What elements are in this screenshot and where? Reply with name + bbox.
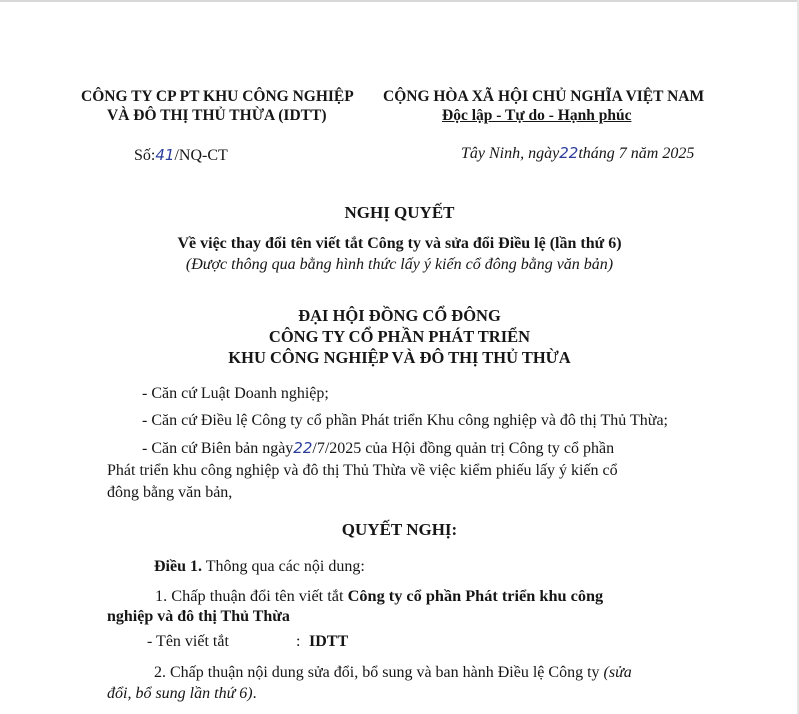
scan-top-edge [0, 0, 799, 2]
resolution-note: (Được thông qua bằng hình thức lấy ý kiến cổ đông bằng văn bản) [185, 256, 614, 273]
basis-item-3-day-handwritten: 22 [293, 439, 313, 457]
point-1-company-part2: nghiệp và đô thị Thủ Thừa [107, 608, 290, 625]
document-date [461, 144, 694, 163]
abbreviation-label: - Tên viết tắt [147, 633, 229, 650]
point-1-line1 [155, 586, 603, 606]
article-1 [154, 558, 365, 576]
basis-item-1: - Căn cứ Luật Doanh nghiệp; [142, 385, 329, 402]
point-1-company-part1: Công ty cổ phần Phát triển khu công [347, 586, 604, 605]
point-2-end: . [252, 685, 257, 702]
date-prefix: Tây Ninh, ngày [461, 145, 560, 162]
basis-item-3-line2: Phát triển khu công nghiệp và đô thị Thủ Thừa về việc kiểm phiếu lấy ý kiến cổ [107, 462, 618, 479]
basis-item-2: - Căn cứ Điều lệ Công ty cổ phần Phát triển Khu công nghiệp và đô thị Thủ Thừa; [142, 412, 668, 429]
resolution-subject: Về việc thay đổi tên viết tắt Công ty và sửa đổi Điều lệ (lần thứ 6) [177, 235, 622, 252]
authority-line3: KHU CÔNG NGHIỆP VÀ ĐÔ THỊ THỦ THỪA [228, 348, 571, 367]
point-2-line1 [154, 664, 632, 682]
resolution-heading: QUYẾT NGHỊ: [341, 520, 458, 539]
authority-line2: CÔNG TY CỔ PHẦN PHÁT TRIỂN [268, 327, 531, 346]
point-2-italic-part2: đổi, bổ sung lần thứ 6) [107, 685, 253, 702]
authority-line1: ĐẠI HỘI ĐỒNG CỔ ĐÔNG [298, 306, 501, 325]
basis-item-3 [142, 439, 614, 458]
company-name-line1: CÔNG TY CP PT KHU CÔNG NGHIỆP [81, 88, 354, 105]
point-2-prefix: 2. Chấp thuận nội dung sửa đổi, bổ sung và ban hành Điều lệ Công ty [154, 664, 604, 681]
date-day-handwritten: 22 [559, 144, 579, 162]
point-2-line2 [107, 685, 257, 703]
number-suffix: /NQ-CT [174, 147, 228, 164]
nation-motto: Độc lập - Tự do - Hạnh phúc [442, 107, 632, 124]
abbreviation-colon: : [296, 633, 301, 650]
basis-item-3-prefix: - Căn cứ Biên bản ngày [142, 440, 294, 457]
number-prefix: Số: [134, 147, 156, 164]
abbreviation-value: IDTT [309, 633, 349, 650]
point-1-prefix: 1. Chấp thuận đổi tên viết tắt [155, 586, 348, 605]
document-number [134, 146, 228, 165]
company-name-line2: VÀ ĐÔ THỊ THỦ THỪA (IDTT) [107, 107, 327, 124]
date-suffix: tháng 7 năm 2025 [578, 145, 695, 162]
resolution-title: NGHỊ QUYẾT [344, 203, 455, 222]
number-handwritten: 41 [155, 146, 175, 164]
basis-item-3-line3: đông bằng văn bản, [107, 484, 233, 501]
basis-item-3-rest: /7/2025 của Hội đồng quản trị Công ty cổ phần [312, 440, 615, 457]
article-1-text: Thông qua các nội dung: [202, 558, 365, 575]
article-1-label: Điều 1. [154, 558, 202, 575]
nation-title: CỘNG HÒA XÃ HỘI CHỦ NGHĨA VIỆT NAM [383, 88, 705, 105]
point-2-italic-part1: (sửa [603, 664, 632, 681]
